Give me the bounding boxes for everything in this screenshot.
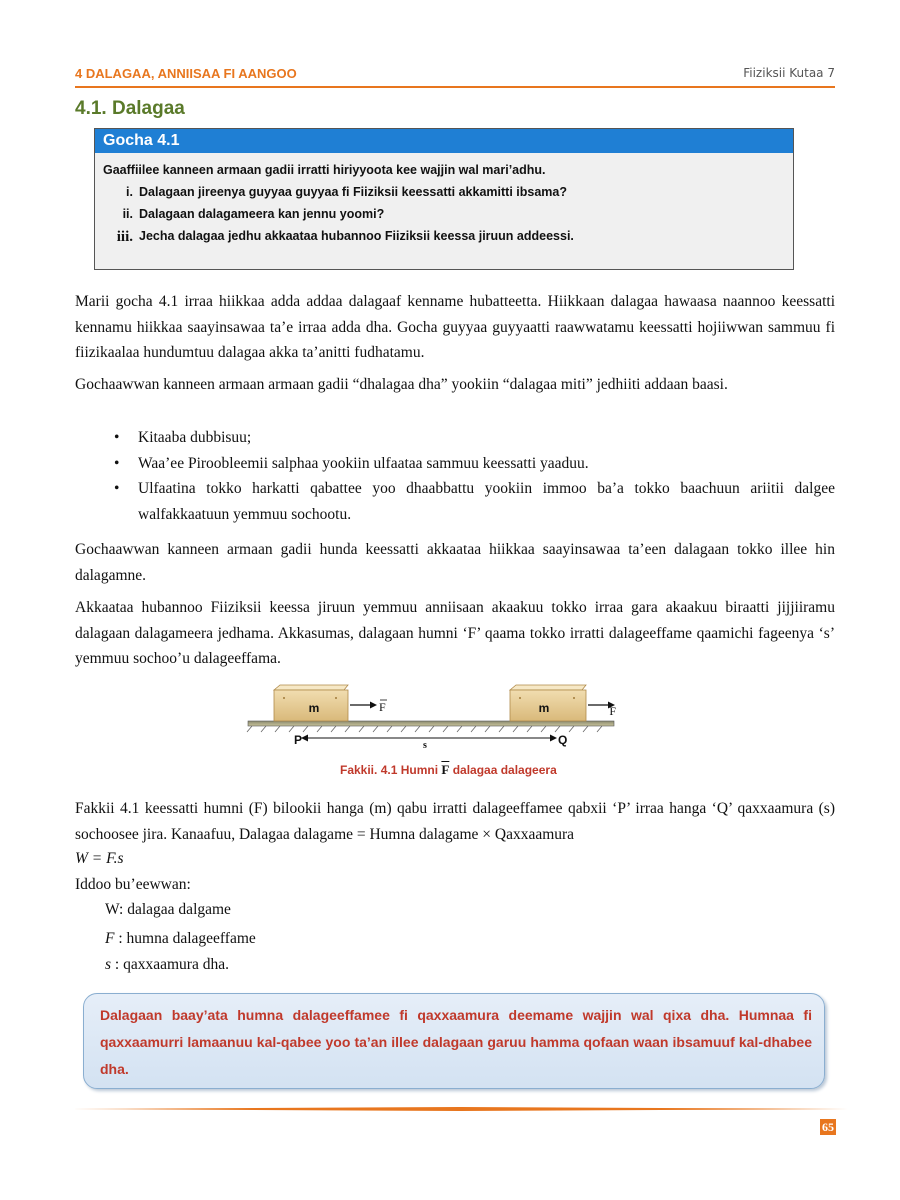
bullet-item xyxy=(110,425,835,451)
bullet-text: Kitaaba dubbisuu; xyxy=(138,429,252,446)
displacement-arrow xyxy=(301,735,557,742)
definition-f-text: : humna dalageeffame xyxy=(118,930,256,947)
floor-hatching xyxy=(247,726,602,732)
bullet-icon: • xyxy=(114,429,120,446)
definition-s xyxy=(105,956,229,974)
block-mass-label: m xyxy=(538,701,550,715)
question-text: Jecha dalagaa jedhu akkaataa hubannoo Fiiziksii keessa jiruun addeessi. xyxy=(139,229,574,243)
book-title: Fiiziksii Kutaa 7 xyxy=(743,66,835,80)
paragraph: Fakkii 4.1 keessatti humni (F) bilookii hanga (m) qabu irratti dalageeffamee qabxii ‘P’ irraa hanga ‘Q’ qaxxaamura (s) sochoosee jira. Kanaafuu, Dalagaa dalagame = Humna dalagame × Qaxxaamura xyxy=(75,800,835,843)
caption-vector: $\overline{F}$ xyxy=(441,762,450,777)
activity-title: Gocha 4.1 xyxy=(95,129,793,153)
work-formula: W = F.s xyxy=(75,850,124,867)
force-label: F xyxy=(379,700,386,714)
footer-rule xyxy=(72,1107,848,1111)
question-number: i. xyxy=(126,185,133,199)
point-q-label: Q xyxy=(558,733,568,747)
page-header xyxy=(75,64,835,88)
symbol-s: s xyxy=(105,956,112,973)
definition-f xyxy=(105,930,256,948)
callout-text: Dalagaan baay’ata humna dalageeffamee fi qaxxaamura deemame wajjin wal qixa dha. Humnaa fi qaxxaamurri lamaanuu kal-qabee yoo ta’an illee dalagaan garuu hamma qofaan waan ibsamuuf kal-dhabee dha. xyxy=(100,1007,812,1077)
bullet-list xyxy=(110,425,835,527)
displacement-label: s xyxy=(423,740,427,751)
force-arrow-start xyxy=(350,702,377,709)
symbol-f: F xyxy=(105,930,115,947)
caption-prefix: Fakkii. 4.1 Humni xyxy=(340,763,439,777)
bullet-item xyxy=(110,476,835,527)
activity-question xyxy=(103,185,785,199)
paragraph: Gochaawwan kanneen armaan gadii hunda keessatti akkaataa hiikkaa saayinsawaa ta’een dalagaan tokko illee hin dalagamne. xyxy=(75,541,835,584)
question-text: Dalagaan dalagameera kan jennu yoomi? xyxy=(139,207,385,221)
figure-caption xyxy=(340,762,557,778)
key-concept-callout xyxy=(83,993,825,1089)
work-diagram-svg xyxy=(240,680,620,752)
chapter-title: 4 DALAGAA, ANNIISAA FI AANGOO xyxy=(75,66,297,81)
bullet-item xyxy=(110,451,835,477)
section-title: 4.1. Dalagaa xyxy=(75,98,185,119)
block-mass-label: m xyxy=(308,701,320,715)
question-number: iii. xyxy=(116,229,133,245)
bullet-text: Ulfaatina tokko harkatti qabattee yoo dhaabbattu yookiin immoo ba’a tokko baachuun ariitii dalgee walfakkaatuun yemmuu sochootu. xyxy=(138,480,835,523)
activity-question xyxy=(103,207,785,221)
bullet-text: Waa’ee Piroobleemii salphaa yookiin ulfaataa sammuu keessatti yaaduu. xyxy=(138,454,589,472)
caption-suffix: dalagaa dalageera xyxy=(452,763,557,777)
point-p-label: P xyxy=(294,733,303,747)
figure-work-diagram xyxy=(240,680,620,752)
question-text: Dalagaan jireenya guyyaa guyyaa fi Fiiziksii keessatti akkamitti ibsama? xyxy=(139,185,567,199)
force-label: F xyxy=(609,704,616,718)
floor-surface xyxy=(248,721,614,726)
paragraph: Akkaataa hubannoo Fiiziksii keessa jiruun yemmuu anniisaan akaakuu tokko irraa gara akaakuu biraatti jijjiiramu dalagaan dalagameera jedhama. Akkasumas, dalagaan humni ‘F’ qaama tokko irratti dalageeffame qaamichi fageenya ‘s’ yemmuu sochoo’u dalageeffama. xyxy=(75,599,835,667)
activity-intro: Gaaffiilee kanneen armaan gadii irratti hiriyyoota kee wajjin wal mari’adhu. xyxy=(103,163,546,177)
definitions-intro: Iddoo bu’eewwan: xyxy=(75,876,191,893)
definition-s-text: : qaxxaamura dha. xyxy=(114,956,229,973)
activity-body xyxy=(95,153,793,246)
page-number: 65 xyxy=(822,1120,834,1134)
definition-w: W: dalagaa dalgame xyxy=(105,901,231,918)
question-number: ii. xyxy=(122,207,133,221)
bullet-icon: • xyxy=(114,454,120,472)
bullet-icon: • xyxy=(114,480,120,497)
paragraph: Gochaawwan kanneen armaan armaan gadii “dhalagaa dha” yookiin “dalagaa miti” jedhiiti addaan baasi. xyxy=(75,376,728,393)
paragraph: Marii gocha 4.1 irraa hiikkaa adda addaa dalagaaf kenname hubatteetta. Hiikkaan dalagaa hawaasa naannoo keessatti kennamu hiikkaa saayinsawaa ta’e irraa adda dha. Gocha guyyaa guyyaatti raawwatamu keessatti hojiiwwan sammuu fi fiizikaalaa hundumtuu dalagaa akka ta’anitti fudhatamu. xyxy=(75,293,835,361)
activity-question xyxy=(103,229,785,246)
activity-box xyxy=(94,128,794,270)
